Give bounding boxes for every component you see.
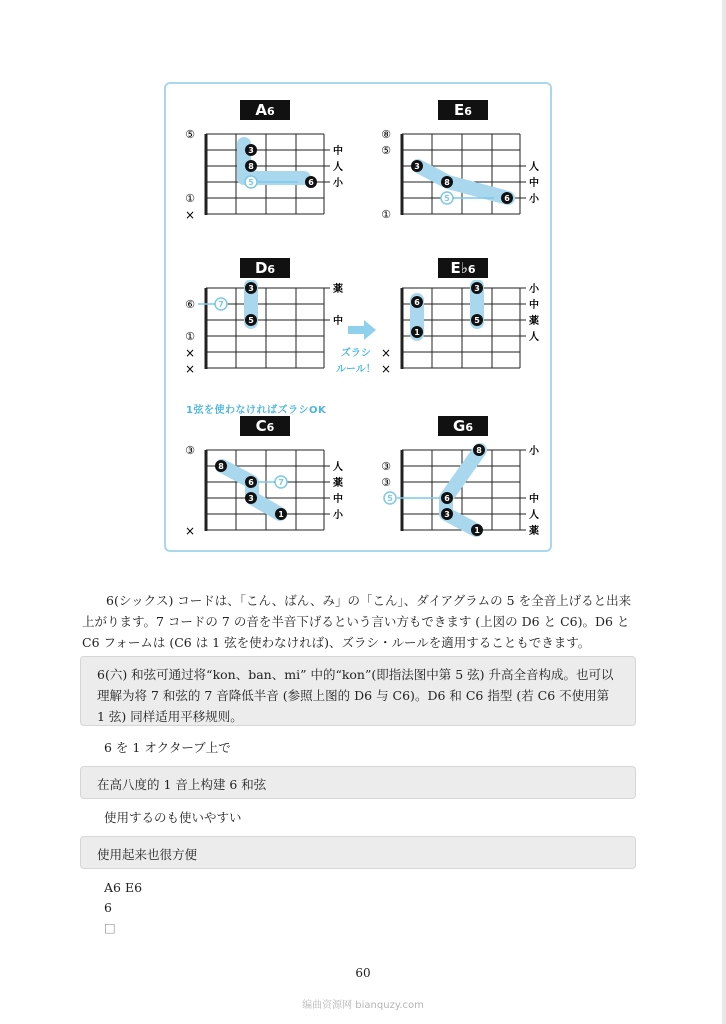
svg-text:8: 8 xyxy=(444,178,450,187)
g6-label-3: 人 xyxy=(529,510,539,521)
svg-text:3: 3 xyxy=(474,284,480,293)
svg-text:5: 5 xyxy=(248,316,254,325)
chord-grid-e6 xyxy=(376,126,548,226)
e6-mark-3: ① xyxy=(381,208,391,221)
svg-text:3: 3 xyxy=(444,510,450,519)
svg-text:7: 7 xyxy=(278,478,284,487)
chord-title-a6: A6 xyxy=(240,100,290,120)
chord-diagram-figure xyxy=(164,82,552,552)
eb6-mark-1: × xyxy=(380,346,392,360)
svg-text:6: 6 xyxy=(248,478,254,487)
e6-label-2: 中 xyxy=(529,178,539,189)
a6-mark-2: ① xyxy=(185,192,195,205)
svg-text:1: 1 xyxy=(414,328,420,337)
g6-mark-1: ③ xyxy=(381,460,391,473)
a6-mark-1: ⑤ xyxy=(185,128,195,141)
svg-text:5: 5 xyxy=(387,494,393,503)
c6-mark-1: ③ xyxy=(185,444,195,457)
figure-note: 1弦を使わなければズラシOK xyxy=(186,405,327,416)
text-line-4: 6 xyxy=(104,900,112,915)
shift-arrow-icon xyxy=(346,318,378,342)
svg-text:5: 5 xyxy=(474,316,480,325)
svg-text:3: 3 xyxy=(248,146,254,155)
g6-label-4: 薬 xyxy=(529,526,539,537)
svg-text:3: 3 xyxy=(248,494,254,503)
e6-mark-2: ⑤ xyxy=(381,144,391,157)
chord-title-g6: G6 xyxy=(438,416,488,436)
svg-text:1: 1 xyxy=(278,510,284,519)
eb6-mark-2: × xyxy=(380,362,392,376)
chord-grid-d6 xyxy=(180,280,352,380)
svg-text:7: 7 xyxy=(218,300,224,309)
eb6-label-4: 人 xyxy=(529,332,539,343)
svg-text:8: 8 xyxy=(476,446,482,455)
c6-label-1: 人 xyxy=(333,462,343,473)
e6-label-1: 人 xyxy=(529,162,539,173)
body-paragraph: 6(シックス) コードは、「こん、ばん、み」の「こん」、ダイアグラムの 5 を全音上げると出来上がります。7 コードの 7 の音を半音下げるという言い方もできます (上図の D6 と C6)。D6 と C6 フォームは (C6 は 1 弦を使わなければ)、ズラシ・ルールを適用することもできます。 xyxy=(82,593,632,650)
eb6-label-3: 薬 xyxy=(529,316,539,327)
chord-grid-a6 xyxy=(180,126,352,226)
eb6-label-1: 小 xyxy=(529,284,539,295)
svg-text:5: 5 xyxy=(444,194,450,203)
a6-label-2: 人 xyxy=(333,162,343,173)
text-line-1: 6 を 1 オクターブ上で xyxy=(104,740,231,755)
page-edge xyxy=(722,0,726,1024)
text-line-5: □ xyxy=(104,920,116,935)
e6-mark-1: ⑧ xyxy=(381,128,391,141)
a6-label-3: 小 xyxy=(333,178,343,189)
chord-title-e6: E6 xyxy=(438,100,488,120)
d6-mark-1: ⑥ xyxy=(185,298,195,311)
svg-text:5: 5 xyxy=(248,178,254,187)
c6-label-2: 薬 xyxy=(333,478,343,489)
chord-title-d6: D6 xyxy=(240,258,290,278)
svg-text:8: 8 xyxy=(218,462,224,471)
translation-box-1: 6(六) 和弦可通过将“kon、ban、mi” 中的“kon”(即指法图中第 5 弦) 升高全音构成。也可以理解为将 7 和弦的 7 音降低半音 (参照上图的 D6 与 C6)。D6 和 C6 指型 (若 C6 不使用第 1 弦) 同样适用平移规则。 xyxy=(80,656,636,726)
chord-title-eb6: E♭6 xyxy=(438,258,488,278)
translation-box-2: 在高八度的 1 音上构建 6 和弦 xyxy=(80,766,636,799)
svg-text:6: 6 xyxy=(504,194,510,203)
g6-label-1: 小 xyxy=(529,446,539,457)
chord-grid-eb6 xyxy=(376,280,548,380)
svg-text:3: 3 xyxy=(414,162,420,171)
text-line-3: A6 E6 xyxy=(104,880,143,895)
g6-label-2: 中 xyxy=(529,494,539,505)
chord-grid-g6 xyxy=(376,442,548,542)
watermark: 编曲资源网 bianquzy.com xyxy=(302,1000,424,1011)
shift-rule-label: ズラシ ルール！ xyxy=(336,348,376,375)
d6-mark-4: × xyxy=(184,362,196,376)
svg-text:8: 8 xyxy=(248,162,254,171)
c6-label-3: 中 xyxy=(333,494,343,505)
d6-label-1: 薬 xyxy=(333,284,343,295)
text-line-2: 使用するのも使いやすい xyxy=(104,810,242,825)
d6-mark-3: × xyxy=(184,346,196,360)
svg-text:6: 6 xyxy=(444,494,450,503)
svg-text:3: 3 xyxy=(248,284,254,293)
chord-title-c6: C6 xyxy=(240,416,290,436)
svg-text:6: 6 xyxy=(414,298,420,307)
c6-label-4: 小 xyxy=(333,510,343,521)
eb6-label-2: 中 xyxy=(529,300,539,311)
e6-label-3: 小 xyxy=(529,194,539,205)
g6-mark-2: ③ xyxy=(381,476,391,489)
d6-label-2: 中 xyxy=(333,316,343,327)
svg-text:1: 1 xyxy=(474,526,480,535)
a6-mark-3: × xyxy=(184,208,196,222)
page-number: 60 xyxy=(355,966,371,980)
c6-mark-2: × xyxy=(184,524,196,538)
chord-grid-c6 xyxy=(180,442,352,542)
a6-label-1: 中 xyxy=(333,146,343,157)
translation-box-3: 使用起来也很方便 xyxy=(80,836,636,869)
svg-text:6: 6 xyxy=(308,178,314,187)
d6-mark-2: ① xyxy=(185,330,195,343)
